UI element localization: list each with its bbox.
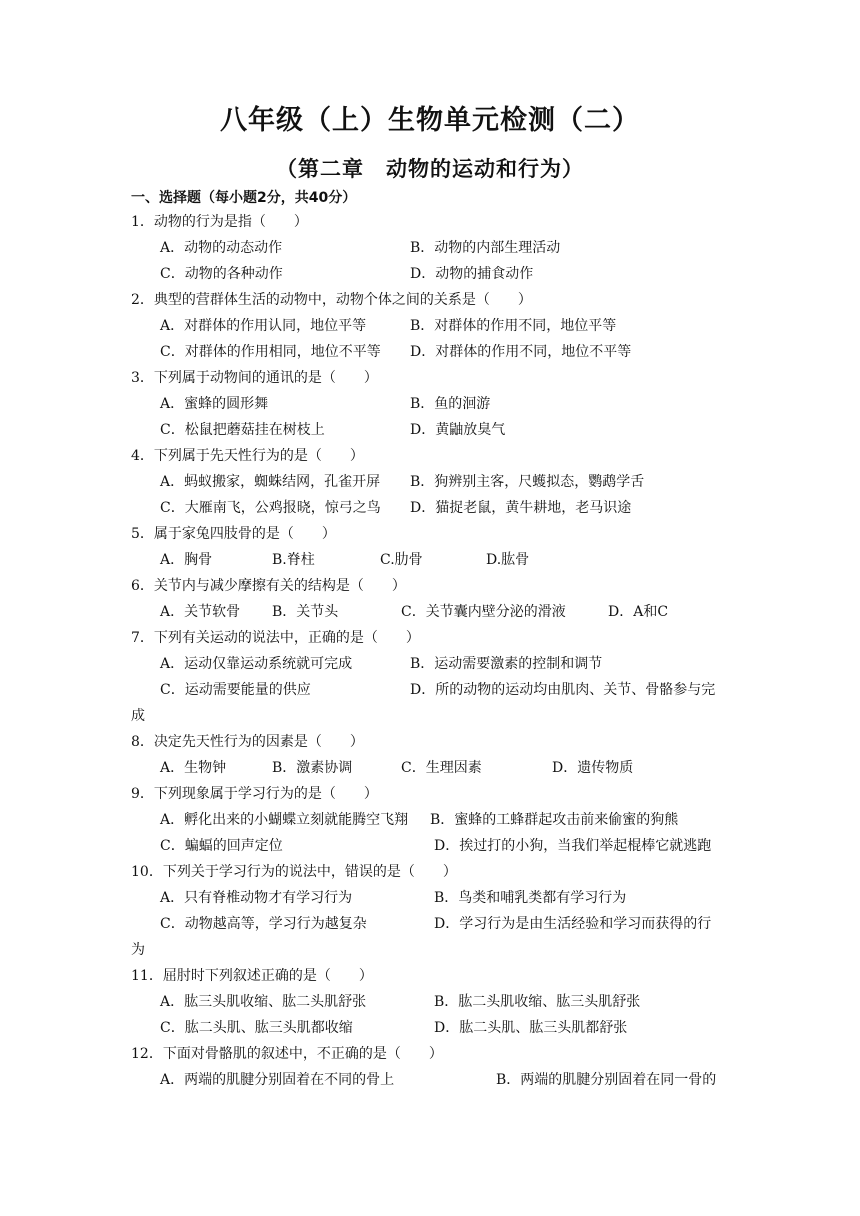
- option-c: C.肋骨: [380, 552, 423, 568]
- option-d: D．猫捉老鼠，黄牛耕地，老马识途: [410, 500, 632, 516]
- page-subtitle: （第二章 动物的运动和行为）: [276, 157, 584, 181]
- question-stem: 5．属于家兔四肢骨的是（ ）: [131, 526, 336, 542]
- option-b: B．蜜蜂的工蜂群起攻击前来偷蜜的狗熊: [430, 812, 679, 828]
- question-stem: 12．下面对骨骼肌的叙述中，不正确的是（ ）: [131, 1046, 443, 1062]
- option-d: D．对群体的作用不同，地位不平等: [410, 344, 632, 360]
- section-heading: 一、选择题（每小题2分，共40分）: [131, 190, 357, 206]
- option-a: A．运动仅靠运动系统就可完成: [160, 656, 353, 672]
- option-c: C．蝙蝠的回声定位: [160, 838, 283, 854]
- option-d: D．挨过打的小狗，当我们举起棍棒它就逃跑: [434, 838, 712, 854]
- option-b: B．对群体的作用不同，地位平等: [410, 318, 617, 334]
- option-a: A．蜜蜂的圆形舞: [160, 396, 269, 412]
- option-d: D．遗传物质: [552, 760, 634, 776]
- option-c: C．动物越高等，学习行为越复杂: [160, 916, 367, 932]
- question-stem: 6．关节内与减少摩擦有关的结构是（ ）: [131, 578, 406, 594]
- option-b: B．激素协调: [272, 760, 353, 776]
- option-c: C．生理因素: [401, 760, 482, 776]
- option-d: D．黄鼬放臭气: [410, 422, 506, 438]
- question-stem: 7．下列有关运动的说法中，正确的是（ ）: [131, 630, 420, 646]
- option-a: A．生物钟: [160, 760, 227, 776]
- option-c: C．关节囊内壁分泌的滑液: [401, 604, 566, 620]
- page-title: 八年级（上）生物单元检测（二）: [220, 105, 640, 136]
- option-d-continued: 为: [131, 942, 145, 958]
- option-c: C．对群体的作用相同，地位不平等: [160, 344, 381, 360]
- option-a: A．两端的肌腱分别固着在不同的骨上: [160, 1072, 395, 1088]
- option-d: D.肱骨: [486, 552, 530, 568]
- option-d: D．肱二头肌、肱三头肌都舒张: [434, 1020, 628, 1036]
- option-c: C．动物的各种动作: [160, 266, 283, 282]
- option-b: B．狗辨别主客，尺蠖拟态，鹦鹉学舌: [410, 474, 645, 490]
- question-stem: 11．屈肘时下列叙述正确的是（ ）: [131, 968, 373, 984]
- option-d: D．所的动物的运动均由肌肉、关节、骨骼参与完: [410, 682, 716, 698]
- question-stem: 2．典型的营群体生活的动物中，动物个体之间的关系是（ ）: [131, 292, 532, 308]
- option-d-continued: 成: [131, 708, 145, 724]
- option-a: A．孵化出来的小蝴蝶立刻就能腾空飞翔: [160, 812, 409, 828]
- option-b: B．鸟类和哺乳类都有学习行为: [434, 890, 627, 906]
- option-b: B.脊柱: [272, 552, 315, 568]
- option-a: A．蚂蚁搬家，蜘蛛结网，孔雀开屏: [160, 474, 381, 490]
- option-d: D．学习行为是由生活经验和学习而获得的行: [434, 916, 712, 932]
- option-d: D．动物的捕食动作: [410, 266, 534, 282]
- option-a: A．胸骨: [160, 552, 213, 568]
- option-b: B．运动需要激素的控制和调节: [410, 656, 603, 672]
- option-a: A．对群体的作用认同，地位平等: [160, 318, 367, 334]
- option-b: B．关节头: [272, 604, 339, 620]
- option-c: C．肱二头肌、肱三头肌都收缩: [160, 1020, 353, 1036]
- question-stem: 8．决定先天性行为的因素是（ ）: [131, 734, 364, 750]
- question-stem: 10．下列关于学习行为的说法中，错误的是（ ）: [131, 864, 457, 880]
- option-c: C．大雁南飞，公鸡报晓，惊弓之鸟: [160, 500, 381, 516]
- question-stem: 4．下列属于先天性行为的是（ ）: [131, 448, 364, 464]
- option-a: A．关节软骨: [160, 604, 241, 620]
- option-b: B．鱼的洄游: [410, 396, 491, 412]
- option-b: B．肱二头肌收缩、肱三头肌舒张: [434, 994, 641, 1010]
- option-a: A．动物的动态动作: [160, 240, 283, 256]
- question-stem: 1．动物的行为是指（ ）: [131, 214, 308, 230]
- question-stem: 3．下列属于动物间的通讯的是（ ）: [131, 370, 378, 386]
- option-a: A．肱三头肌收缩、肱二头肌舒张: [160, 994, 367, 1010]
- option-d: D．A和C: [608, 604, 669, 620]
- option-b: B．两端的肌腱分别固着在同一骨的: [496, 1072, 717, 1088]
- question-stem: 9．下列现象属于学习行为的是（ ）: [131, 786, 378, 802]
- option-c: C．松鼠把蘑菇挂在树枝上: [160, 422, 325, 438]
- option-b: B．动物的内部生理活动: [410, 240, 561, 256]
- option-c: C．运动需要能量的供应: [160, 682, 311, 698]
- option-a: A．只有脊椎动物才有学习行为: [160, 890, 353, 906]
